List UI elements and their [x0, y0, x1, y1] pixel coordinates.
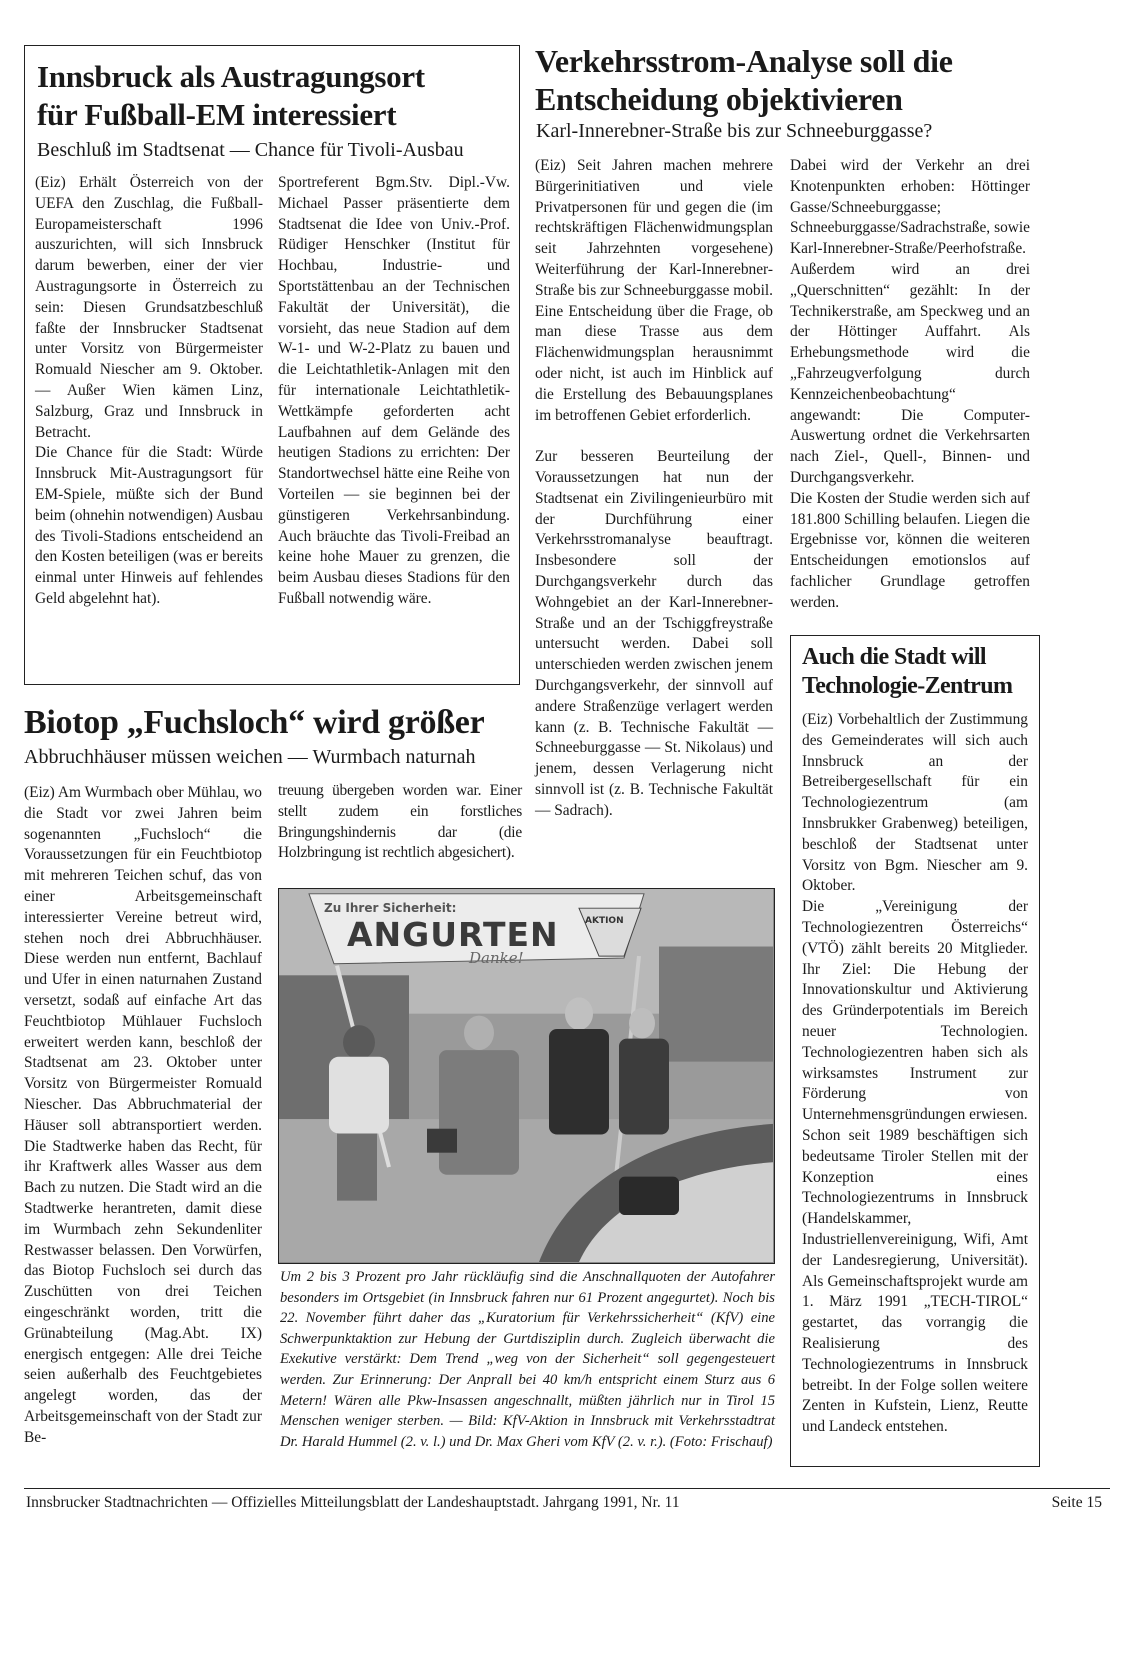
paragraph: (Eiz) Seit Jahren machen mehrere Bürgerinitiativen und viele Privatpersonen für und gegen die (im rechtskräftigen Flächenwidmungsplan seit Jahrzehnten vorgesehene) Weiterführung der Karl-Innerebner-Straße bis zur Schneeburggasse mobil. Eine Entscheidung über die Frage, ob man diese Trasse aus dem Flächenwidmungsplan herausnimmt oder nicht, ist auch im Hinblick auf die Erstellung des Bebauungsplanes im betroffenen Gebiet erforderlich.: [535, 157, 773, 424]
headline-line: Innsbruck als Austragungsort: [37, 59, 425, 94]
headline-line: Technologie-Zentrum: [802, 673, 1013, 699]
paragraph: (Eiz) Am Wurmbach ober Mühlau, wo die Stadt vor zwei Jahren beim sogenannten „Fuchsloch“ die Voraussetzungen für ein Feuchtbiotop mit mehreren Teichen schuf, das von einer Arbeitsgemeinschaft interessierter Vereine betreut wird, stehen noch drei Abbruchhäuser. Diese werden nun entfernt, Bachlauf und Ufer in einen naturnahen Zustand versetzt, sodaß auf einfache Art das Feuchtbiotop Mühlauer Fuchsloch erweitert werden kann, beschloß der Stadtsenat am 23. Oktober unter Vorsitz von Bürgermeister Romuald Niescher. Das Abbruchmaterial der Häuser soll abtransportiert werden. Die Stadtwerke haben das Recht, für ihr Kraftwerk alles Wasser aus dem Bach zu nutzen. Die Stadt wird an die Stadtwerke herantreten, damit diese im Wurmbach zehn Sekundenliter Restwasser belassen. Den Vorwürfen, das Biotop Fuchsloch sei durch das Zuschütten von drei Teichen eingeschränkt worden, tritt die Grünabteilung (Mag.Abt. IX) energisch entgegen: Alle drei Teiche seien außerhalb des Feuchtgebietes angelegt worden, das der Arbeitsgemeinschaft von der Stadt zur Be-: [24, 784, 262, 1446]
paragraph: Die Chance für die Stadt: Würde Innsbruck Mit-Austragungsort für EM-Spiele, müßte sich der Bund beim (ohnehin notwendigen) Ausbau des Tivoli-Stadions entscheidend an den Kosten beteiligen (was er bereits einmal unter Hinweis auf fehlendes Geld abgelehnt hat).: [35, 444, 263, 607]
article-em-subtitle: Beschluß im Stadtsenat — Chance für Tivoli-Ausbau: [37, 139, 464, 161]
banner-top-text: Zu Ihrer Sicherheit:: [324, 901, 457, 915]
article-em-column-1: [35, 173, 263, 610]
banner-main-text: ANGURTEN: [347, 915, 559, 954]
headline-line: Verkehrsstrom-Analyse soll die: [535, 43, 953, 79]
paragraph: Schon seit 1989 beschäftigen sich bedeutsame Tiroler Stellen mit der Konzeption eines Technologiezentrums in Innsbruck (Handelskammer, Industriellenvereinigung, Wifi, Amt der Landesregierung, Universität). Als Gemeinschaftsprojekt wurde am 1. März 1991 „TECH-TIROL“ gestartet, das vorrangig die Realisierung des Technologiezentrums in Innsbruck betreibt. In der Folge sollen weitere Zenten in Kufstein, Lienz, Reutte und Landeck entstehen.: [802, 1126, 1028, 1436]
footer-divider: [24, 1488, 1110, 1489]
paragraph: Zur besseren Beurteilung der Voraussetzungen hat nun der Stadtsenat ein Zivilingenieurbüro mit der Durchführung einer Verkehrsstromanalyse beauftragt. Insbesondere soll der Durchgangsverkehr durch das Wohngebiet an der Karl-Innerebner-Straße und an der Tschiggfreystraße untersucht werden. Dabei soll unterschieden werden zwischen jenem Durchgangsverkehr, der sinnvoll auf andere Straßenzüge verlagert werden kann (z. B. Technische Fakultät — Schneeburggasse — St. Nikolaus) und jenem, dessen Verlagerung nicht sinnvoll ist (z. B. Technische Fakultät — Sadrach).: [535, 448, 773, 819]
paragraph: Die Kosten der Studie werden sich auf 181.800 Schilling belaufen. Liegen die Ergebnisse vor, können die weiteren Entscheidungen emotionslos auf fachlicher Grundlage getroffen werden.: [790, 489, 1030, 611]
headline-line: Entscheidung objektivieren: [535, 81, 903, 117]
article-biotop-column-2: [278, 781, 522, 864]
article-tech-headline: [802, 643, 1032, 701]
paragraph: treuung übergeben worden war. Einer stellt zudem ein forstliches Bringungshindernis dar (die Holzbringung ist rechtlich abgesichert).: [278, 782, 522, 862]
banner-sign-text: AKTION: [585, 916, 624, 926]
article-biotop-subtitle: Abbruchhäuser müssen weichen — Wurmbach naturnah: [24, 746, 476, 768]
article-verkehr-column-2: [790, 156, 1030, 614]
paragraph: (Eiz) Vorbehaltlich der Zustimmung des Gemeinderates will sich auch Innsbruck an der Betreibergesellschaft für ein Technologiezentrum (am Innsbrukker Grabenweg) beteiligen, beschloß der Stadtsenat unter Vorsitz von Bgm. Niescher am 9. Oktober.: [802, 711, 1028, 895]
article-verkehr-subtitle: Karl-Innerebner-Straße bis zur Schneeburggasse?: [536, 120, 933, 142]
article-em-column-2: [278, 173, 510, 610]
footer-publication: Innsbrucker Stadtnachrichten — Offizielles Mitteilungsblatt der Landeshauptstadt. Jahrgang 1991, Nr. 11: [26, 1494, 680, 1511]
article-verkehr-headline: [535, 42, 1040, 118]
banner-script-text: Danke!: [469, 949, 524, 967]
headline-line: Auch die Stadt will: [802, 644, 986, 670]
footer-page-number: Seite 15: [1051, 1494, 1102, 1511]
paragraph: (Eiz) Erhält Österreich von der UEFA den Zuschlag, die Fußball-Europameisterschaft 1996 auszurichten, will sich Innsbruck darum bewerben, einer der vier Austragungsorte in Österreich zu sein: Diesen Grundsatzbeschluß faßte der Innsbrucker Stadtsenat unter Vorsitz von Bürgermeister Romuald Niescher am 9. Oktober. — Außer Wien kämen Linz, Salzburg, Graz und Innsbruck in Betracht.: [35, 174, 263, 441]
headline-line: für Fußball-EM interessiert: [37, 97, 397, 132]
article-tech-body: [802, 710, 1028, 1438]
article-biotop-headline: Biotop „Fuchsloch“ wird größer: [24, 704, 485, 741]
photo-seatbelt-campaign: [278, 888, 775, 1264]
article-biotop-column-1: [24, 783, 262, 1449]
paragraph: Sportreferent Bgm.Stv. Dipl.-Vw. Michael Passer präsentierte dem Stadtsenat die Idee von Univ.-Prof. Rüdiger Henschker (Institut für Hochbau, Industrie- und Sportstättenbau an der Technischen Fakultät der Universität), die vorsieht, das neue Stadion auf dem W-1- und W-2-Platz zu bauen und die Leichtathletik-Anlagen mit den für internationale Leichtathletik-Wettkämpfe geforderten acht Laufbahnen auf dem Gelände des heutigen Stadions zu errichten: Der Standortwechsel hätte eine Reihe von Vorteilen — sie beginnen bei der günstigeren Verkehrsanbindung. Auch bräuchte das Tivoli-Freibad an keine hohe Mauer zu grenzen, die beim Ausbau dieses Stadions für den Fußball notwendig wäre.: [278, 174, 510, 607]
article-em-headline: [37, 58, 517, 134]
photo-caption: Um 2 bis 3 Prozent pro Jahr rückläufig sind die Anschnallquoten der Autofahrer besonders im Ortsgebiet (in Innsbruck fahren nur 61 Prozent angegurtet). Noch bis 22. November führt daher das „Kuratorium für Verkehrssicherheit“ (KfV) eine Schwerpunktaktion zur Hebung der Gurtdisziplin durch. Zugleich überwacht die Exekutive verstärkt: Dem Trend „weg von der Sicherheit“ soll gegengesteuert werden. Zur Erinnerung: Der Anprall bei 40 km/h entspricht einem Sturz aus 6 Metern! Wären alle Pkw-Insassen angeschnallt, müßten jährlich nur in Tirol 15 Menschen weniger sterben. — Bild: KfV-Aktion in Innsbruck mit Verkehrsstadtrat Dr. Harald Hummel (2. v. l.) und Dr. Max Gheri vom KfV (2. v. r.). (Foto: Frischauf): [280, 1269, 775, 1450]
article-verkehr-column-1: [535, 156, 773, 822]
paragraph: Dabei wird der Verkehr an drei Knotenpunkten erhoben: Höttinger Gasse/Schneeburggasse; Schneeburggasse/Sadrachstraße, sowie Karl-Innerebner-Straße/Peerhofstraße. Außerdem wird an drei „Querschnitten“ gezählt: In der Technikerstraße, am Speckweg und an der Höttinger Auffahrt. Als Erhebungsmethode wird die „Fahrzeugverfolgung durch Kennzeichenbeobachtung“ angewandt: Die Computer-Auswertung ordnet die Verkehrsarten nach Ziel-, Quell-, Binnen- und Durchgangsverkehr.: [790, 157, 1030, 486]
paragraph: Die „Vereinigung der Technologiezentren Österreichs“ (VTÖ) zählt bereits 20 Mitglieder. Ihr Ziel: Die Hebung der Innovationskultur und Aktivierung des Gründerpotentials im Bereich neuer Technologien. Technologiezentren haben sich als wirksamstes Instrument zur Förderung von Unternehmensgründungen erwiesen.: [802, 898, 1028, 1124]
